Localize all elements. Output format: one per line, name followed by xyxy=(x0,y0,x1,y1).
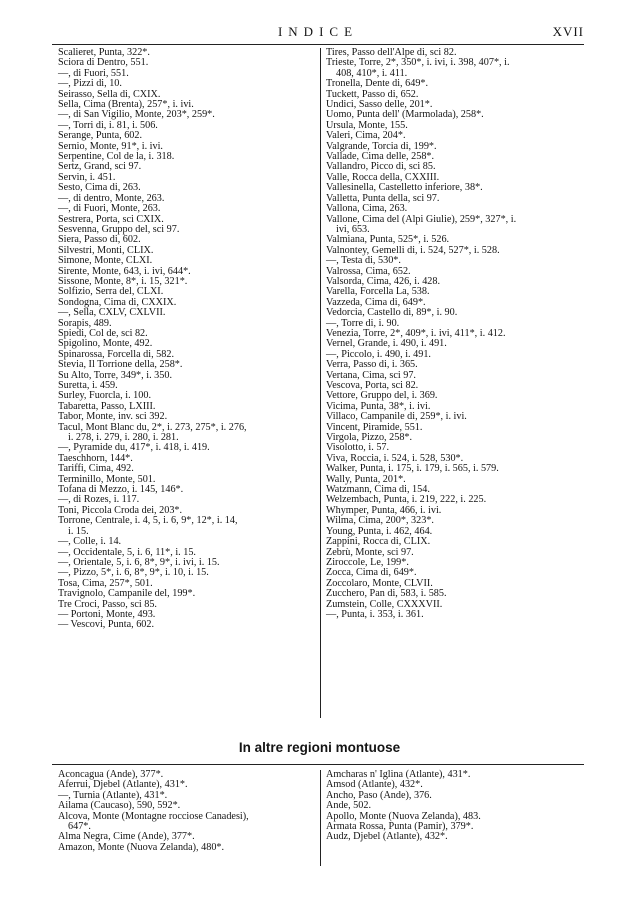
index-entry: Zappini, Rocca di, CLIX. xyxy=(326,536,431,548)
index-entry: Valeri, Cima, 204*. xyxy=(326,130,406,142)
index-entry: Tabaretta, Passo, LXIII. xyxy=(58,400,156,412)
index-entry: Simone, Monte, CLXI. xyxy=(58,255,153,267)
index-entry: 408, 410*, i. 411. xyxy=(336,67,408,79)
index-entry: — Portoni, Monte, 493. xyxy=(58,608,156,620)
column-divider-bottom xyxy=(320,770,321,866)
index-entry: Zumstein, Colle, CXXXVII. xyxy=(326,598,443,610)
index-entry: Ursula, Monte, 155. xyxy=(326,119,408,131)
index-entry: Valgrande, Torcia di, 199*. xyxy=(326,140,437,152)
index-entry: Zebrù, Monte, sci 97. xyxy=(326,546,414,558)
index-entry: —, Colle, i. 14. xyxy=(58,536,122,548)
index-entry: Amazon, Monte (Nuova Zelanda), 480*. xyxy=(58,841,225,853)
page-number: XVII xyxy=(552,24,584,39)
index-entry: Sirente, Monte, 643, i. ivi, 644*. xyxy=(58,265,191,277)
index-entry: Valsorda, Cima, 426, i. 428. xyxy=(326,275,441,287)
index-entry: i. 278, i. 279, i. 280, i. 281. xyxy=(68,432,179,444)
index-entry: —, Punta, i. 353, i. 361. xyxy=(326,608,424,620)
index-entry: Valle, Rocca della, CXXIII. xyxy=(326,171,440,183)
index-entry: Vallade, Cima delle, 258*. xyxy=(326,151,435,163)
index-entry: Wally, Punta, 201*. xyxy=(326,473,406,485)
index-entry: Tuckett, Passo di, 652. xyxy=(326,88,419,100)
index-entry: Seirasso, Sella di, CXIX. xyxy=(58,88,161,100)
index-entry: Uomo, Punta dell' (Marmolada), 258*. xyxy=(326,109,484,121)
index-entry: Welzembach, Punta, i. 219, 222, i. 225. xyxy=(326,494,487,506)
index-entry: —, Orientale, 5, i. 6, 8*, 9*, i. ivi, i. 15. xyxy=(58,556,220,568)
index-entry: Tires, Passo dell'Alpe di, sci 82. xyxy=(326,47,457,58)
index-entry: Tariffi, Cima, 492. xyxy=(58,463,134,475)
index-entry: Stevia, Il Torrione della, 258*. xyxy=(58,359,183,371)
running-title: INDICE xyxy=(277,24,359,39)
index-entry: Sissone, Monte, 8*, i. 15, 321*. xyxy=(58,275,188,287)
index-entry: Vedorcia, Castello di, 89*, i. 90. xyxy=(326,307,458,319)
index-entry: Watzmann, Cima di, 154. xyxy=(326,484,430,496)
index-entry: Silvestri, Monti, CLIX. xyxy=(58,244,154,256)
index-entry: Terminillo, Monte, 501. xyxy=(58,473,156,485)
index-entry: Valnontey, Gemelli di, i. 524, 527*, i. 528. xyxy=(326,244,500,256)
index-entry: Audz, Djebel (Atlante), 432*. xyxy=(326,831,448,843)
index-entry: —, Torri di, i. 81, i. 506. xyxy=(58,119,158,131)
index-entry: Travignolo, Campanile del, 199*. xyxy=(58,588,196,600)
index-entry: Wilma, Cima, 200*, 323*. xyxy=(326,515,434,527)
index-column-bottom-right xyxy=(326,770,584,843)
index-entry: 647*. xyxy=(68,821,91,833)
index-entry: Spiedi, Col de, sci 82. xyxy=(58,327,148,339)
index-entry: Valrossa, Cima, 652. xyxy=(326,265,411,277)
index-entry: —, Pizzo, 5*, i. 6, 8*, 9*, i. 10, i. 15. xyxy=(58,567,209,579)
index-entry: Trieste, Torre, 2*, 350*, i. ivi, i. 398, 407*, i. xyxy=(326,57,510,69)
index-entry: Siera, Passo di, 602. xyxy=(58,234,141,246)
index-entry: —, Testa di, 530*. xyxy=(326,255,401,267)
index-entry: Serpentine, Col de la, i. 318. xyxy=(58,151,175,163)
index-entry: Vescova, Porta, sci 82. xyxy=(326,380,419,391)
index-entry: Viva, Roccia, i. 524, i. 528, 530*. xyxy=(326,452,464,464)
index-column-left xyxy=(58,48,316,631)
index-entry: Varella, Forcella La, 538. xyxy=(326,286,430,298)
index-entry: —, Occidentale, 5, i. 6, 11*, i. 15. xyxy=(58,546,196,558)
index-entry: Ailama (Caucaso), 590, 592*. xyxy=(58,800,181,812)
index-entry: Tre Croci, Passo, sci 85. xyxy=(58,598,157,610)
index-entry: Suretta, i. 459. xyxy=(58,380,118,391)
index-entry: Armata Rossa, Punta (Pamir), 379*. xyxy=(326,821,474,833)
index-entry: —, di dentro, Monte, 263. xyxy=(58,192,165,204)
index-entry: Tosa, Cima, 257*, 501. xyxy=(58,577,153,589)
index-entry: Zoccolaro, Monte, CLVII. xyxy=(326,577,433,589)
index-entry: Visolotto, i. 57. xyxy=(326,442,390,454)
index-entry: Sesto, Cima di, 263. xyxy=(58,182,141,194)
index-entry: —, di Rozes, i. 117. xyxy=(58,494,140,506)
index-entry: Vertana, Cima, sci 97. xyxy=(326,369,416,381)
index-entry: Sestrera, Porta, sci CXIX. xyxy=(58,213,164,225)
index-entry: Vazzeda, Cima di, 649*. xyxy=(326,296,426,308)
index-entry: Sondogna, Cima di, CXXIX. xyxy=(58,296,177,308)
index-entry: Scalieret, Punta, 322*. xyxy=(58,47,150,58)
index-entry: Ziroccole, Le, 199*. xyxy=(326,556,409,568)
index-entry: —, Piccolo, i. 490, i. 491. xyxy=(326,348,431,360)
index-entry: —, Sella, CXLV, CXLVII. xyxy=(58,307,166,319)
page-header xyxy=(52,24,584,44)
index-entry: Solfizio, Serra del, CLXI. xyxy=(58,286,164,298)
index-entry: Sorapis, 489. xyxy=(58,317,112,329)
index-entry: Vallona, Cima, 263. xyxy=(326,203,408,215)
index-entry: Amsod (Atlante), 432*. xyxy=(326,779,423,791)
index-entry: Vallone, Cima del (Alpi Giulie), 259*, 327*, i. xyxy=(326,213,517,225)
index-entry: Alcova, Monte (Montagne rocciose Canadesi), xyxy=(58,810,249,822)
index-entry: —, Torre di, i. 90. xyxy=(326,317,400,329)
index-entry: Toni, Piccola Croda dei, 203*. xyxy=(58,504,183,516)
index-entry: Tofana di Mezzo, i. 145, 146*. xyxy=(58,484,184,496)
index-entry: Tabor, Monte, inv. sci 392. xyxy=(58,411,168,423)
index-entry: Sertz, Grand, sci 97. xyxy=(58,161,142,173)
index-entry: Apollo, Monte (Nuova Zelanda), 483. xyxy=(326,810,481,822)
index-entry: ivi, 653. xyxy=(336,223,370,235)
index-entry: Su Alto, Torre, 349*, i. 350. xyxy=(58,369,172,381)
index-entry: Virgola, Pizzo, 258*. xyxy=(326,432,413,444)
index-entry: Tronella, Dente di, 649*. xyxy=(326,78,429,90)
index-entry: Sernio, Monte, 91*, i. ivi. xyxy=(58,140,163,152)
section-heading: In altre regioni montuose xyxy=(238,740,401,755)
index-entry: Sesvenna, Gruppo del, sci 97. xyxy=(58,223,180,235)
index-entry: —, di Fuori, 551. xyxy=(58,67,129,79)
section-rule xyxy=(52,764,584,765)
index-entry: —, di Fuori, Monte, 263. xyxy=(58,203,161,215)
index-column-bottom-left xyxy=(58,770,316,853)
column-divider xyxy=(320,48,321,718)
index-entry: Spigolino, Monte, 492. xyxy=(58,338,153,350)
header-rule xyxy=(52,44,584,45)
index-entry: Zucchero, Pan di, 583, i. 585. xyxy=(326,588,447,600)
index-entry: Taeschhorn, 144*. xyxy=(58,452,133,464)
index-entry: Vernel, Grande, i. 490, i. 491. xyxy=(326,338,447,350)
index-entry: Zocca, Cima di, 649*. xyxy=(326,567,417,579)
index-entry: Walker, Punta, i. 175, i. 179, i. 565, i. 579. xyxy=(326,463,499,475)
index-entry: Surley, Fuorcla, i. 100. xyxy=(58,390,151,402)
index-entry: Sciora di Dentro, 551. xyxy=(58,57,149,69)
index-entry: Servin, i. 451. xyxy=(58,171,116,183)
index-entry: Venezia, Torre, 2*, 409*, i. ivi, 411*, i. 412. xyxy=(326,327,506,339)
index-entry: Aferrui, Djebel (Atlante), 431*. xyxy=(58,779,188,791)
index-entry: Vettore, Gruppo del, i. 369. xyxy=(326,390,438,402)
index-entry: Vallandro, Picco di, sci 85. xyxy=(326,161,436,173)
index-entry: Sella, Cima (Brenta), 257*, i. ivi. xyxy=(58,99,194,111)
index-entry: Alma Negra, Cime (Ande), 377*. xyxy=(58,831,195,843)
index-entry: Undici, Sasso delle, 201*. xyxy=(326,99,433,111)
index-entry: Villaco, Campanile di, 259*, i. ivi. xyxy=(326,411,467,423)
index-entry: Valletta, Punta della, sci 97. xyxy=(326,192,440,204)
index-entry: —, di San Vigilio, Monte, 203*, 259*. xyxy=(58,109,215,121)
index-entry: Vincent, Piramide, 551. xyxy=(326,421,423,433)
index-entry: —, Pizzi di, 10. xyxy=(58,78,122,90)
index-entry: —, Turnia (Atlante), 431*. xyxy=(58,789,168,801)
index-entry: — Vescovi, Punta, 602. xyxy=(58,619,155,631)
index-entry: Ancho, Paso (Ande), 376. xyxy=(326,789,432,801)
index-entry: Torrone, Centrale, i. 4, 5, i. 6, 9*, 12*, i. 14, xyxy=(58,515,238,527)
index-entry: Tacul, Mont Blanc du, 2*, i. 273, 275*, i. 276, xyxy=(58,421,247,433)
index-entry: Amcharas n' Iglina (Atlante), 431*. xyxy=(326,769,471,780)
index-entry: Whymper, Punta, 466, i. ivi. xyxy=(326,504,442,516)
index-entry: Serange, Punta, 602. xyxy=(58,130,143,142)
index-entry: —, Pyramide du, 417*, i. 418, i. 419. xyxy=(58,442,210,454)
index-entry: Aconcagua (Ande), 377*. xyxy=(58,769,164,780)
index-entry: Spinarossa, Forcella di, 582. xyxy=(58,348,175,360)
index-entry: i. 15. xyxy=(68,525,89,537)
index-entry: Valmiana, Punta, 525*, i. 526. xyxy=(326,234,450,246)
index-entry: Vicima, Punta, 38*, i. ivi. xyxy=(326,400,431,412)
index-column-right xyxy=(326,48,584,620)
index-entry: Vallesinella, Castelletto inferiore, 38*. xyxy=(326,182,483,194)
index-entry: Ande, 502. xyxy=(326,800,371,812)
index-entry: Young, Punta, i. 462, 464. xyxy=(326,525,433,537)
index-entry: Verra, Passo di, i. 365. xyxy=(326,359,418,371)
